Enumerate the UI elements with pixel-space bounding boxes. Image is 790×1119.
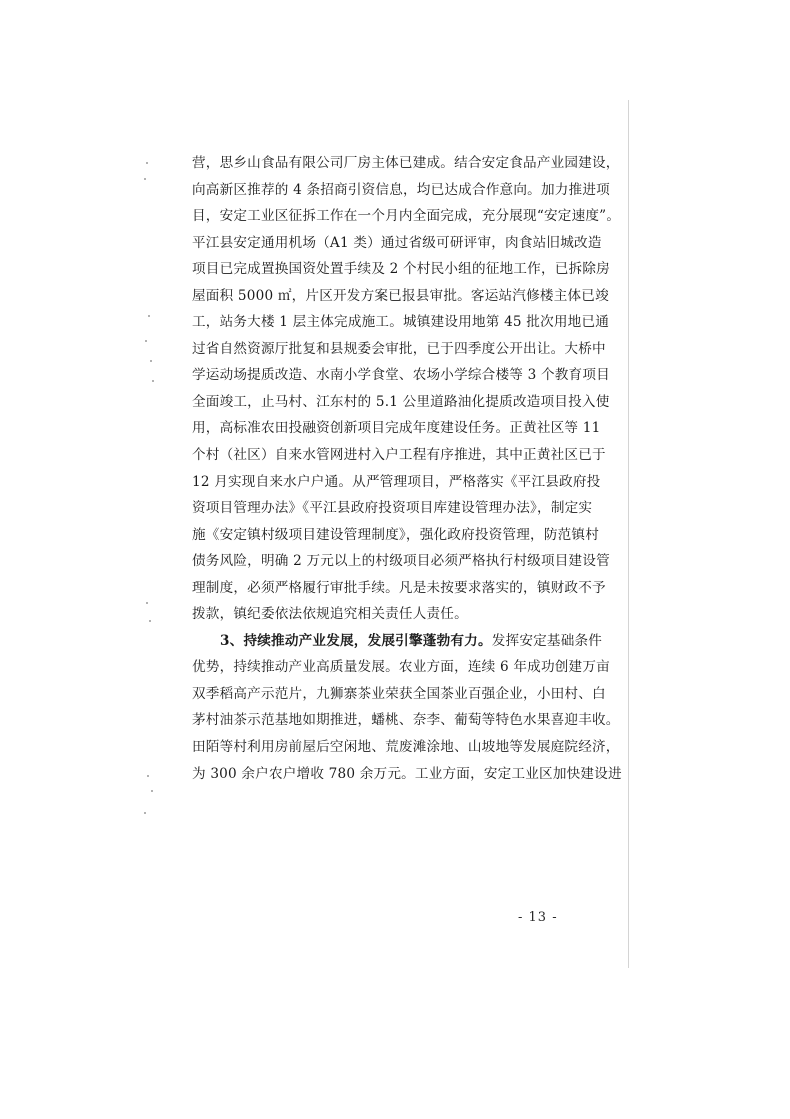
text-line: 个村（社区）自来水管网进村入户工程有序推进，其中正黄社区已于 [192, 447, 606, 464]
scan-artifacts [140, 150, 160, 850]
text-line: 双季稻高产示范片，九狮寨茶业荣获全国茶业百强企业，小田村、白 [192, 685, 606, 702]
text-line: 向高新区推荐的 4 条招商引资信息，均已达成合作意向。加力推进项 [192, 181, 610, 198]
text-fragment: 发挥安定基础条件 [491, 632, 603, 649]
text-line: 田陌等村利用房前屋后空闲地、荒废滩涂地、山坡地等发展庭院经济， [192, 739, 620, 756]
text-line: 拨款，镇纪委依法依规追究相关责任人责任。 [192, 606, 468, 623]
text-line: 全面竣工，止马村、江东村的 5.1 公里道路油化提质改造项目投入使 [192, 393, 610, 410]
page-edge-line [628, 100, 629, 968]
text-line: 过省自然资源厅批复和县规委会审批，已于四季度公开出让。大桥中 [192, 340, 606, 357]
text-line: 资项目管理办法》《平江县政府投资项目库建设管理办法》，制定实 [192, 500, 593, 517]
text-line: 施《安定镇村级项目建设管理制度》，强化政府投资管理，防范镇村 [192, 526, 600, 543]
section-first-line [192, 628, 603, 655]
text-line: 营，思乡山食品有限公司厂房主体已建成。结合安定食品产业园建设， [192, 155, 620, 171]
text-line: 优势，持续推动产业高质量发展。农业方面，连续 6 年成功创建万亩 [192, 659, 610, 676]
paragraph-2 [192, 628, 622, 787]
section-heading: 3、持续推动产业发展，发展引擎蓬勃有力。 [220, 632, 492, 649]
text-line: 工，站务大楼 1 层主体完成施工。城镇建设用地第 45 批次用地已通 [192, 314, 610, 331]
page-number: - 13 - [518, 910, 558, 925]
text-line: 茅村油茶示范基地如期推进，蟠桃、奈李、葡萄等特色水果喜迎丰收。 [192, 712, 620, 729]
text-line: 学运动场提质改造、水南小学食堂、农场小学综合楼等 3 个教育项目 [192, 367, 610, 384]
text-line: 平江县安定通用机场（A1 类）通过省级可研评审，肉食站旧城改造 [192, 234, 602, 251]
text-line: 债务风险，明确 2 万元以上的村级项目必须严格执行村级项目建设管 [192, 553, 610, 570]
text-line: 12 月实现自来水户户通。从严管理项目，严格落实《平江县政府投 [192, 473, 601, 490]
text-line: 项目已完成置换国资处置手续及 2 个村民小组的征地工作，已拆除房 [192, 261, 610, 278]
text-line: 屋面积 5000 ㎡，片区开发方案已报县审批。客运站汽修楼主体已竣 [192, 287, 609, 304]
body-text [192, 150, 622, 787]
text-line: 为 300 余户农户增收 780 余万元。工业方面，安定工业区加快建设进 [192, 765, 622, 782]
paragraph-1 [192, 150, 621, 628]
text-line: 目，安定工业区征拆工作在一个月内全面完成，充分展现“安定速度”。 [192, 208, 621, 225]
text-line: 理制度，必须严格履行审批手续。凡是未按要求落实的，镇财政不予 [192, 579, 606, 596]
text-line: 用，高标准农田投融资创新项目完成年度建设任务。正黄社区等 11 [192, 420, 601, 437]
